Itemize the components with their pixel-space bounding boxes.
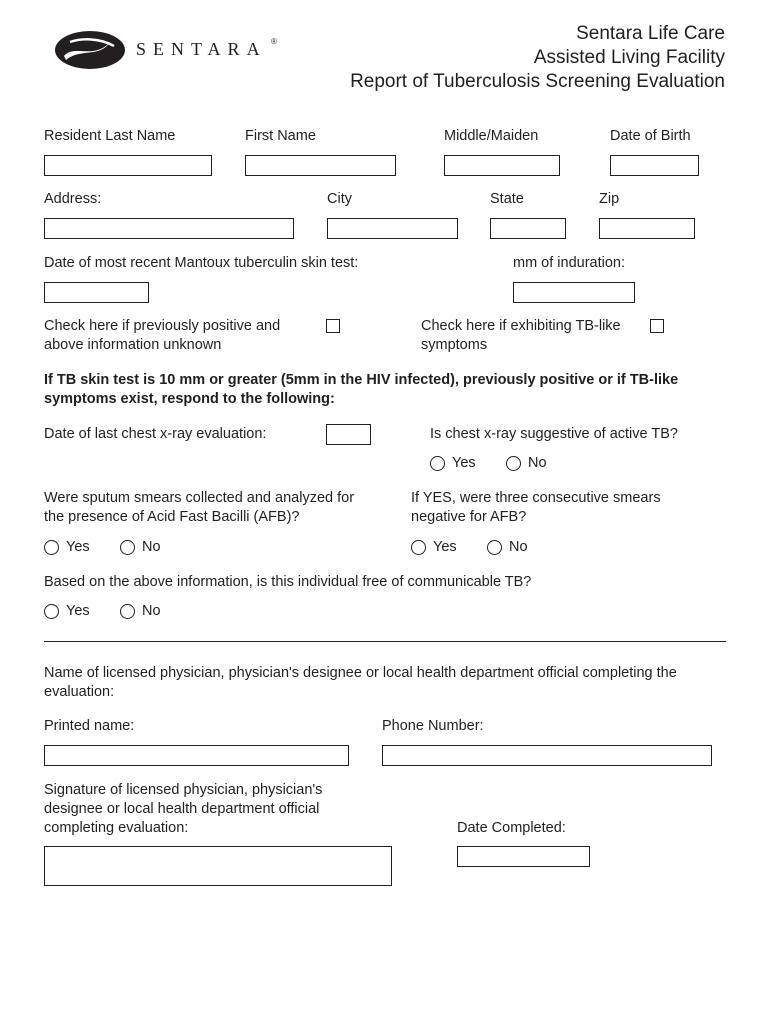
induration-label: mm of induration: xyxy=(513,255,626,271)
report-title: Report of Tuberculosis Screening Evaluation xyxy=(350,71,725,92)
sentara-logo xyxy=(54,30,284,70)
facility-type: Assisted Living Facility xyxy=(533,47,725,68)
free-tb-yes-label: Yes xyxy=(66,603,90,619)
signature-field[interactable] xyxy=(44,846,392,886)
first-name-field[interactable] xyxy=(245,155,396,176)
smears-no-label: No xyxy=(509,539,528,555)
sputum-yes-radio[interactable] xyxy=(44,540,59,555)
skin-test-date-label: Date of most recent Mantoux tuberculin skin test: xyxy=(44,255,359,271)
xray-date-field[interactable] xyxy=(326,424,371,445)
dob-field[interactable] xyxy=(610,155,699,176)
xray-no-radio[interactable] xyxy=(506,456,521,471)
zip-label: Zip xyxy=(599,191,620,207)
state-label: State xyxy=(490,191,524,207)
free-tb-no-radio[interactable] xyxy=(120,604,135,619)
dob-label: Date of Birth xyxy=(610,128,691,144)
prev-positive-checkbox[interactable] xyxy=(326,319,340,333)
date-completed-label: Date Completed: xyxy=(457,820,566,836)
date-completed-field[interactable] xyxy=(457,846,590,867)
instruction-text: If TB skin test is 10 mm or greater (5mm in the HIV infected), previously positive or if TB-like symptoms exist, respond to the following: xyxy=(44,372,679,407)
registered-mark: ® xyxy=(271,37,277,46)
sputum-no-label: No xyxy=(142,539,161,555)
xray-no-label: No xyxy=(528,455,547,471)
middle-name-field[interactable] xyxy=(444,155,560,176)
last-name-label: Resident Last Name xyxy=(44,128,176,144)
tb-symptoms-label: Check here if exhibiting TB-like symptoms xyxy=(421,318,621,353)
address-label: Address: xyxy=(44,191,102,207)
sentara-swoosh-icon xyxy=(54,30,126,70)
brand-name: SENTARA xyxy=(136,39,267,59)
sputum-followup-question: If YES, were three consecutive smears negative for AFB? xyxy=(411,490,661,525)
smears-no-radio[interactable] xyxy=(487,540,502,555)
xray-question: Is chest x-ray suggestive of active TB? xyxy=(430,426,678,442)
xray-yes-label: Yes xyxy=(452,455,476,471)
state-field[interactable] xyxy=(490,218,566,239)
free-tb-yes-radio[interactable] xyxy=(44,604,59,619)
free-tb-no-label: No xyxy=(142,603,161,619)
printed-name-field[interactable] xyxy=(44,745,349,766)
facility-name: Sentara Life Care xyxy=(576,23,725,44)
zip-field[interactable] xyxy=(599,218,695,239)
city-label: City xyxy=(327,191,352,207)
free-tb-question: Based on the above information, is this individual free of communicable TB? xyxy=(44,574,532,590)
skin-test-date-field[interactable] xyxy=(44,282,149,303)
smears-yes-radio[interactable] xyxy=(411,540,426,555)
phone-label: Phone Number: xyxy=(382,718,484,734)
sputum-question: Were sputum smears collected and analyzed for the presence of Acid Fast Bacilli (AFB)? xyxy=(44,490,355,525)
official-intro: Name of licensed physician, physician's designee or local health department official completing the evaluation: xyxy=(44,665,677,700)
sputum-no-radio[interactable] xyxy=(120,540,135,555)
city-field[interactable] xyxy=(327,218,458,239)
tb-symptoms-checkbox[interactable] xyxy=(650,319,664,333)
xray-yes-radio[interactable] xyxy=(430,456,445,471)
signature-label: Signature of licensed physician, physician's designee or local health department official completing evaluation: xyxy=(44,782,323,836)
address-field[interactable] xyxy=(44,218,294,239)
smears-yes-label: Yes xyxy=(433,539,457,555)
middle-name-label: Middle/Maiden xyxy=(444,128,539,144)
sputum-yes-label: Yes xyxy=(66,539,90,555)
printed-name-label: Printed name: xyxy=(44,718,135,734)
induration-field[interactable] xyxy=(513,282,635,303)
phone-field[interactable] xyxy=(382,745,712,766)
prev-positive-label: Check here if previously positive and above information unknown xyxy=(44,318,281,353)
first-name-label: First Name xyxy=(245,128,316,144)
last-name-field[interactable] xyxy=(44,155,212,176)
xray-date-label: Date of last chest x-ray evaluation: xyxy=(44,426,267,442)
section-divider xyxy=(44,641,726,642)
